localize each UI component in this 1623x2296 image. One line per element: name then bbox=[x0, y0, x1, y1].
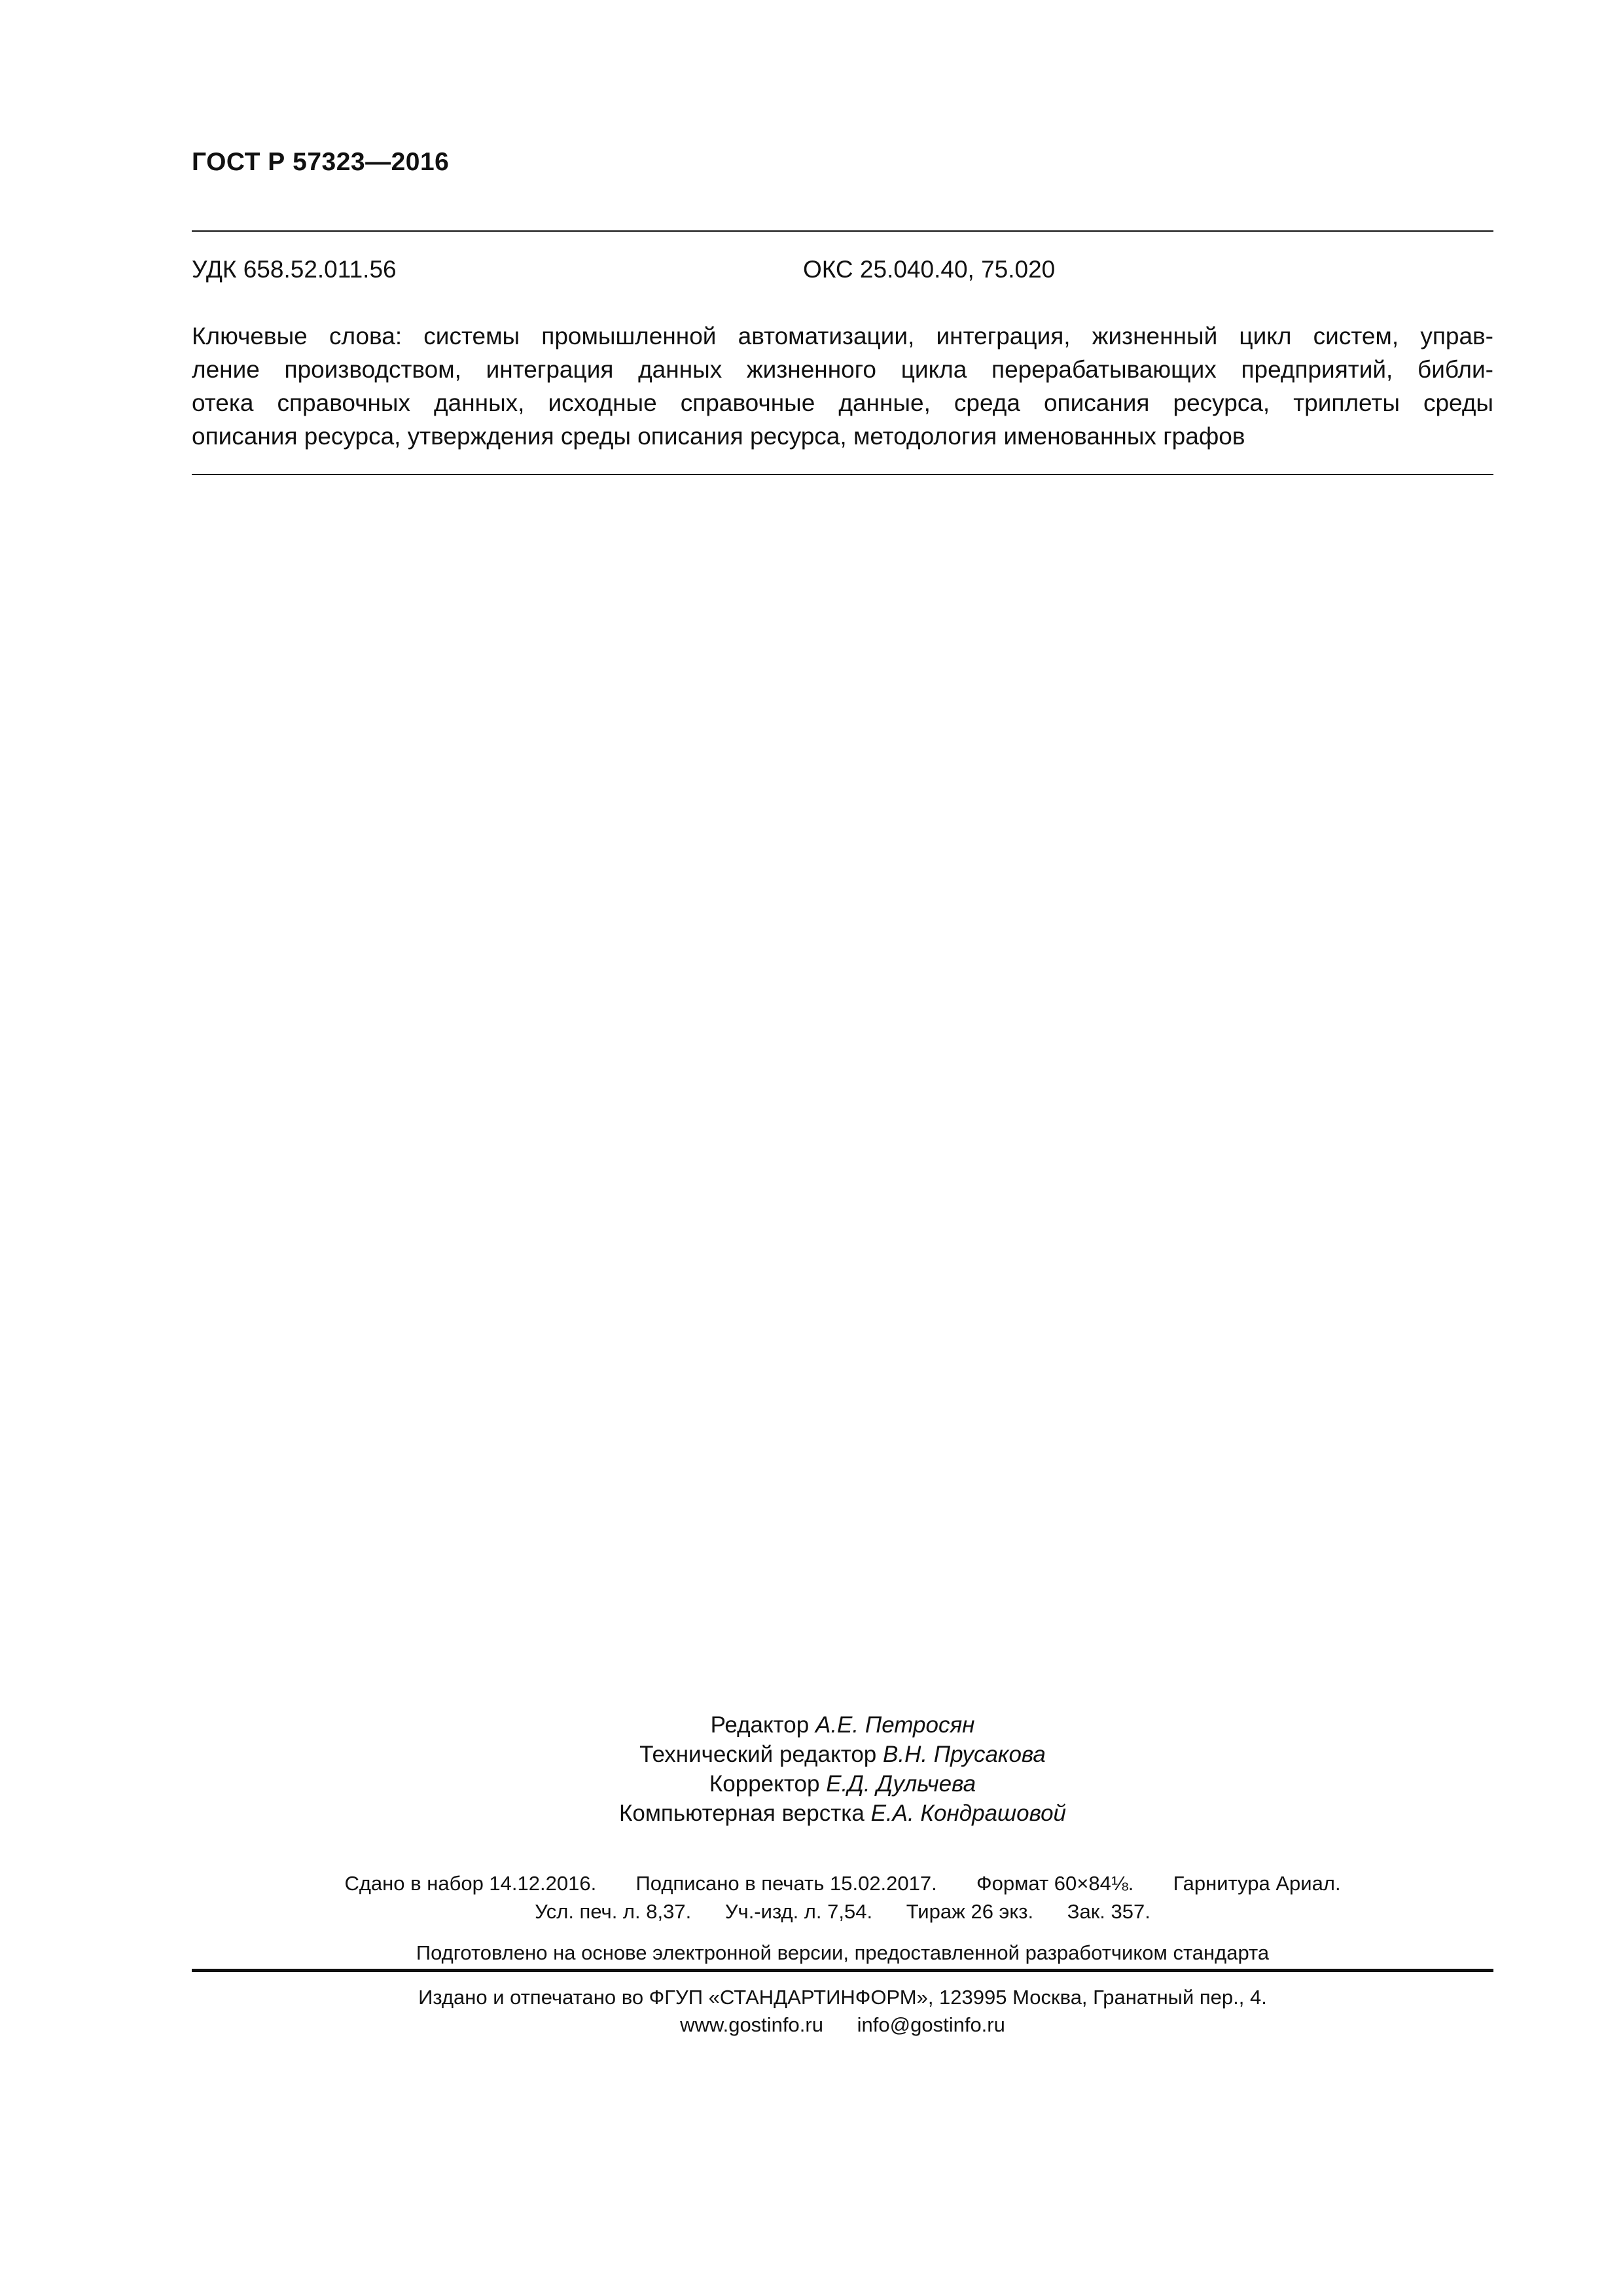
typeface-info: Гарнитура Ариал. bbox=[1173, 1872, 1341, 1895]
contact-line bbox=[192, 2011, 1493, 2039]
editor-line bbox=[192, 1710, 1493, 1740]
keywords-line: описания ресурса, утверждения среды описания ресурса, методология именованных графов bbox=[192, 423, 1245, 450]
website-link[interactable]: www.gostinfo.ru bbox=[680, 2013, 823, 2036]
keywords-divider bbox=[192, 474, 1493, 475]
tech-editor-line bbox=[192, 1740, 1493, 1769]
layout-line bbox=[192, 1799, 1493, 1828]
corrector-name: Е.Д. Дульчева bbox=[826, 1771, 976, 1797]
print-details-line-2: Усл. печ. л. 8,37. Уч.-изд. л. 7,54. Тираж 26 экз. Зак. 357. bbox=[535, 1900, 1150, 1923]
format-prefix: Формат 60×84 bbox=[976, 1872, 1111, 1895]
tech-editor-name: В.Н. Прусакова bbox=[883, 1742, 1046, 1767]
corrector-label: Корректор bbox=[709, 1771, 820, 1797]
signed-date: Подписано в печать 15.02.2017. bbox=[635, 1872, 937, 1895]
keywords-line: ление производством, интеграция данных жизненного цикла перерабатывающих предприятий, библи- bbox=[192, 356, 1493, 383]
tech-editor-label: Технический редактор bbox=[639, 1742, 877, 1767]
format-fraction: ⅛. bbox=[1111, 1872, 1134, 1895]
print-details-line-1 bbox=[192, 1869, 1493, 1897]
oks-code: ОКС 25.040.40, 75.020 bbox=[803, 256, 1056, 283]
editor-name: А.Е. Петросян bbox=[815, 1712, 975, 1738]
credits-block bbox=[192, 1710, 1493, 1828]
layout-name: Е.А. Кондрашовой bbox=[870, 1801, 1067, 1826]
keywords-line: Ключевые слова: системы промышленной автоматизации, интеграция, жизненный цикл систем, управ- bbox=[192, 323, 1493, 350]
udk-code: УДК 658.52.011.56 bbox=[192, 256, 397, 283]
editor-label: Редактор bbox=[710, 1712, 810, 1738]
keywords-line: отека справочных данных, исходные справочные данные, среда описания ресурса, триплеты среды bbox=[192, 389, 1493, 416]
top-divider bbox=[192, 230, 1493, 232]
submitted-date: Сдано в набор 14.12.2016. bbox=[344, 1872, 597, 1895]
publisher-info: Издано и отпечатано во ФГУП «СТАНДАРТИНФОРМ», 123995 Москва, Гранатный пер., 4. bbox=[418, 1986, 1267, 2009]
prepared-note: Подготовлено на основе электронной версии, предоставленной разработчиком стандарта bbox=[416, 1941, 1270, 1964]
corrector-line bbox=[192, 1769, 1493, 1799]
layout-label: Компьютерная верстка bbox=[618, 1801, 865, 1826]
document-code: ГОСТ Р 57323—2016 bbox=[192, 148, 450, 176]
bottom-divider bbox=[192, 1969, 1493, 1972]
format-info bbox=[976, 1872, 1133, 1895]
keywords-paragraph bbox=[192, 319, 1493, 453]
email-link[interactable]: info@gostinfo.ru bbox=[857, 2013, 1005, 2036]
